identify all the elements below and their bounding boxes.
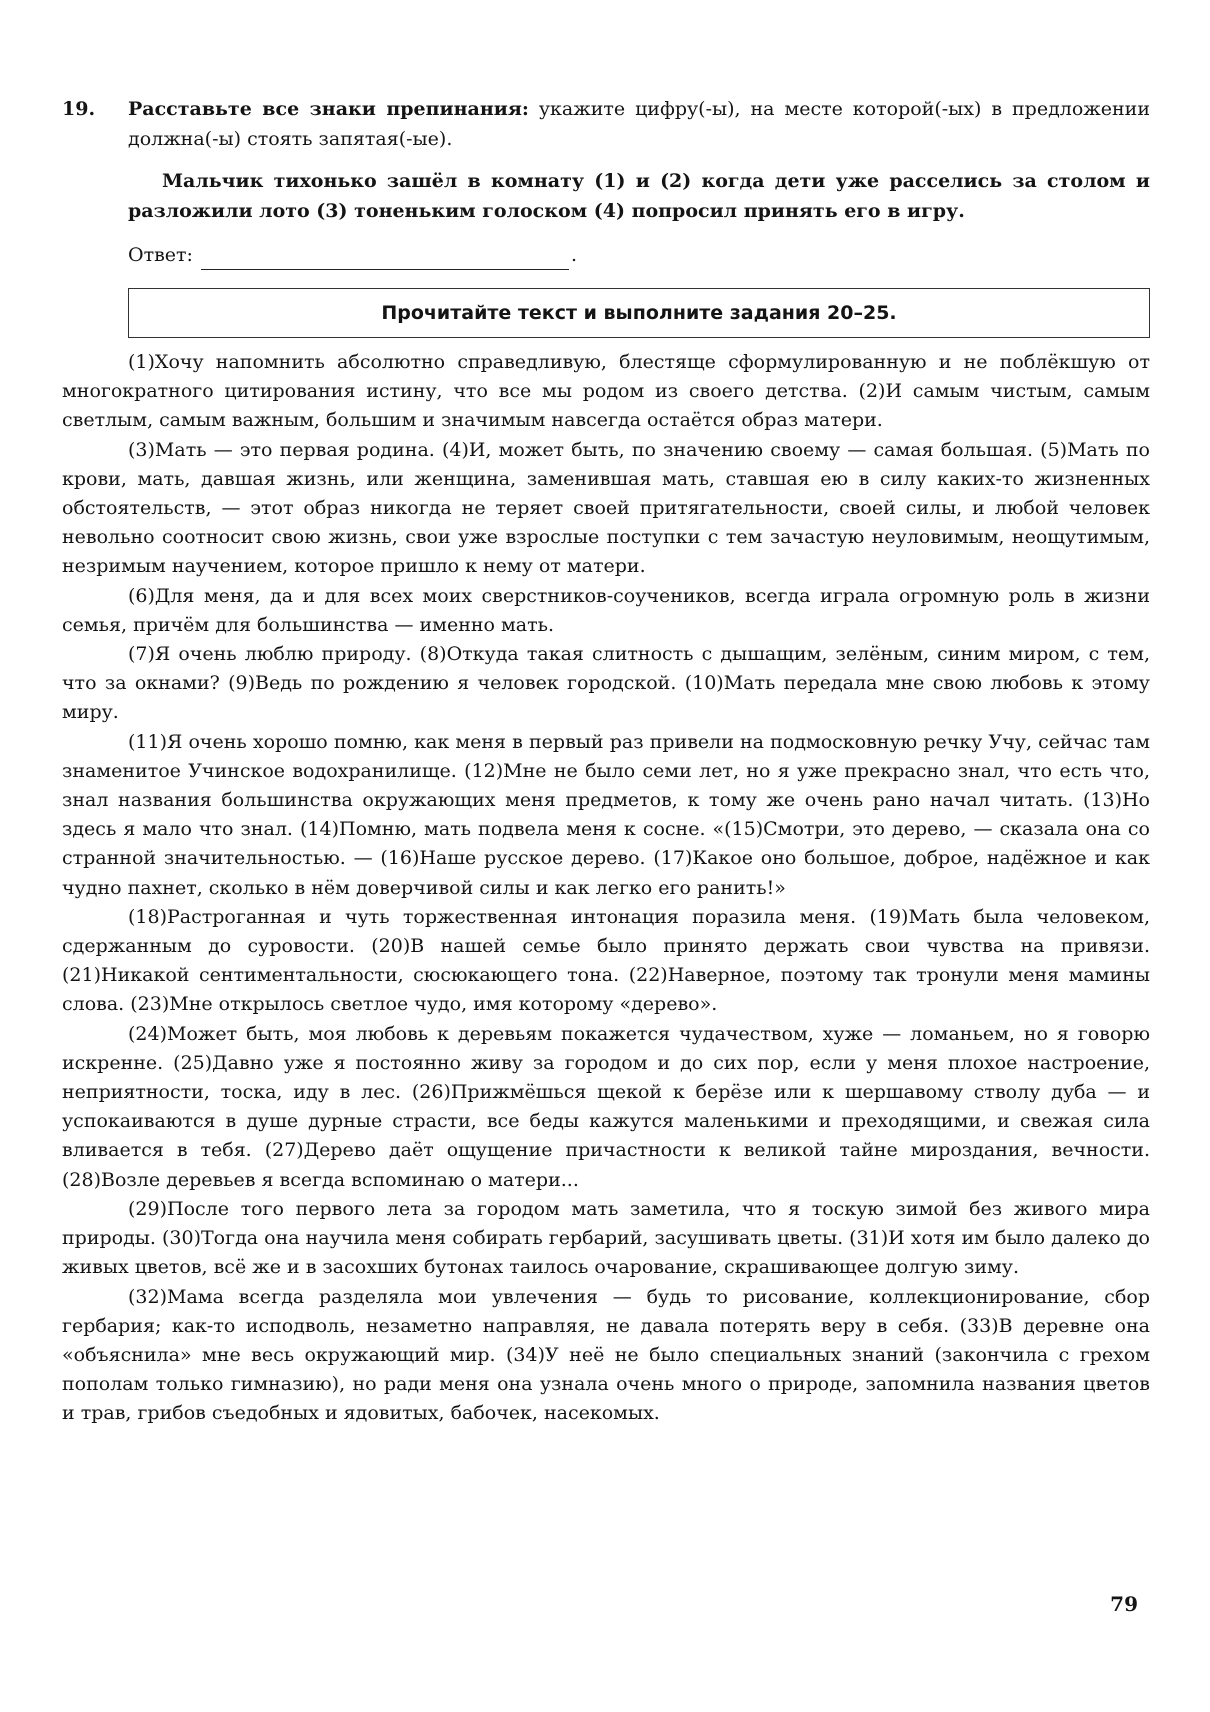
text-paragraph: (7)Я очень люблю природу. (8)Откуда такая слитность с дышащим, зелёным, синим миром, с тем, что за окнами? (9)Ведь по рождению я человек городской. (10)Мать передала мне свою любовь к этому миру. xyxy=(62,643,1150,724)
task-instruction-rest: укажите цифру(-ы), на месте которой(-ых) в предложении должна(-ы) стоять запятая(-ые). xyxy=(128,98,1150,150)
text-paragraph: (11)Я очень хорошо помню, как меня в первый раз привели на подмосковную речку Учу, сейчас там знаменитое Учинское водохранилище. (12)Мне не было семи лет, но я уже прекрасно знал, что есть что, знал названия большинства окружающих меня предметов, к тому же очень рано начал читать. (13)Но здесь я мало что знал. (14)Помню, мать подвела меня к сосне. «(15)Смотри, это дерево, — сказала она со странной значительностью. — (16)Наше русское дерево. (17)Какое оно большое, доброе, надёжное и как чудно пахнет, сколько в нём доверчивой силы и как легко его ранить!» xyxy=(62,730,1150,899)
answer-field[interactable] xyxy=(201,247,569,270)
text-paragraph: (1)Хочу напомнить абсолютно справедливую, блестяще сформулированную и не поблёкшую от многократного цитирования истину, что все мы родом из своего детства. (2)И самым чистым, самым светлым, самым важным, большим и значимым навсегда остаётся образ матери. xyxy=(62,351,1150,432)
text-paragraph: (18)Растроганная и чуть торжественная интонация поразила меня. (19)Мать была человеком, сдержанным до суровости. (20)В нашей семье было принято держать свои чувства на привязи. (21)Никакой сентиментальности, сюсюкающего тона. (22)Наверное, поэтому так тронули меня мамины слова. (23)Мне открылось светлое чудо, имя которому «дерево». xyxy=(62,905,1150,1016)
task-number: 19. xyxy=(62,98,96,120)
task-instruction xyxy=(128,94,1150,154)
text-paragraph: (3)Мать — это первая родина. (4)И, может быть, по значению своему — самая большая. (5)Мать по крови, мать, давшая жизнь, или женщина, заменившая мать, ставшая ею в силу каких-то жизненных обстоятельств, — этот образ никогда не теряет своей притягательности, своей силы, и любой человек невольно соотносит свою жизнь, свои уже взрослые поступки с тем зачастую неуловимым, неощутимым, незримым научением, которое пришло к нему от матери. xyxy=(62,438,1150,578)
task-sentence: Мальчик тихонько зашёл в комнату (1) и (2) когда дети уже расселись за столом и разложили лото (3) тоненьким голоском (4) попросил принять его в игру. xyxy=(128,170,1150,222)
answer-label: Ответ: xyxy=(128,244,193,266)
task-19 xyxy=(62,94,1150,270)
page-number: 79 xyxy=(1110,1592,1138,1616)
text-paragraph: (6)Для меня, да и для всех моих сверстников-соучеников, всегда играла огромную роль в жизни семья, причём для большинства — именно мать. xyxy=(62,584,1150,636)
reading-instruction-box: Прочитайте текст и выполните задания 20–25. xyxy=(128,288,1150,338)
reading-text xyxy=(62,348,1150,1429)
answer-period: . xyxy=(570,244,577,266)
answer-line xyxy=(128,240,1150,270)
text-paragraph: (29)После того первого лета за городом мать заметила, что я тоскую зимой без живого мира природы. (30)Тогда она научила меня собирать гербарий, засушивать цветы. (31)И хотя им было далеко до живых цветов, всё же и в засохших бутонах таилось очарование, скрашивающее долгую зиму. xyxy=(62,1197,1150,1279)
task-instruction-bold: Расставьте все знаки препинания: xyxy=(128,98,529,120)
text-paragraph: (24)Может быть, моя любовь к деревьям покажется чудачеством, хуже — ломаньем, но я говорю искренне. (25)Давно уже я постоянно живу за городом и до сих пор, если у меня плохое настроение, неприятности, тоска, иду в лес. (26)Прижмёшься щекой к берёзе или к шершавому стволу дуба — и успокаиваются в душе дурные страсти, все беды кажутся маленькими и преходящими, и свежая сила вливается в тебя. (27)Дерево даёт ощущение причастности к великой тайне мироздания, вечности. (28)Возле деревьев я всегда вспоминаю о матери... xyxy=(62,1022,1150,1191)
text-paragraph: (32)Мама всегда разделяла мои увлечения — будь то рисование, коллекционирование, сбор гербария; как-то исподволь, незаметно направляя, не давала потерять веру в себя. (33)В деревне она «объяснила» мне весь окружающий мир. (34)У неё не было специальных знаний (закончила с грехом пополам только гимназию), но ради меня она узнала очень много о природе, запомнила названия цветов и трав, грибов съедобных и ядовитых, бабочек, насекомых. xyxy=(62,1285,1150,1425)
